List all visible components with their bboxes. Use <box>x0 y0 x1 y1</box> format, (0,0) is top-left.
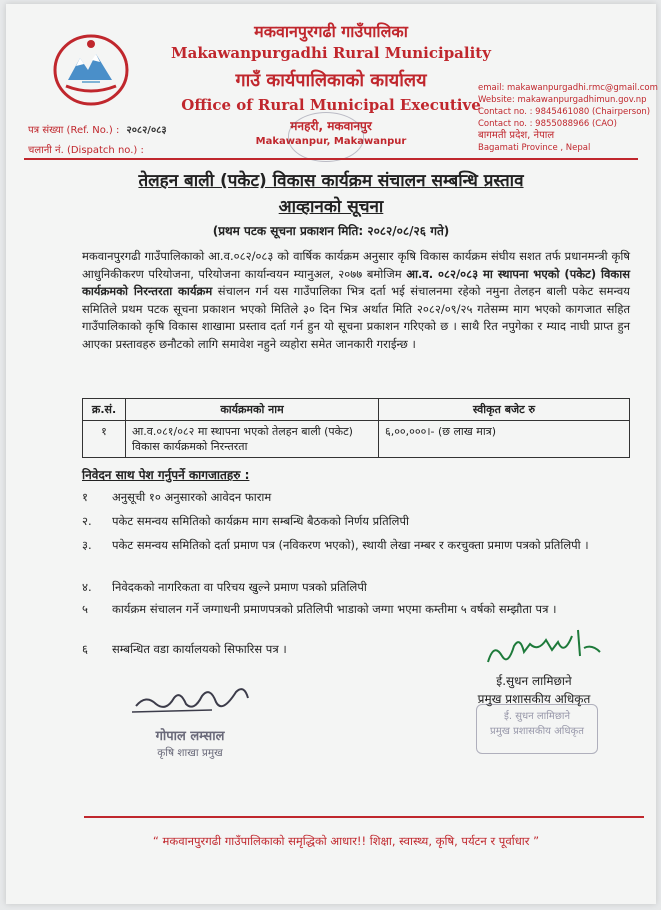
municipality-name-en: Makawanpurgadhi Rural Municipality <box>171 44 491 62</box>
signature-cao <box>484 622 604 670</box>
letter-page <box>6 4 656 904</box>
table-row: १ आ.व.०८१/०८२ मा स्थापना भएको तेलहन बाली (पकेट) विकास कार्यक्रमको निरन्तरता ६,००,०००।- (छ लाख मात्र) <box>83 421 630 458</box>
signature-agri-head <box>126 676 256 726</box>
contact-email: email: makawanpurgadhi.rmc@gmail.com <box>478 83 658 93</box>
list-item: ५ कार्यक्रम संचालन गर्ने जग्गाधनी प्रमाणपत्रको प्रतिलिपी भाडाको जग्गा भएमा कम्तीमा ५ वर्षको सम्झौता पत्र । <box>82 602 557 616</box>
location-en: Makawanpur, Makawanpur <box>255 136 407 147</box>
cao-stamp: ई. सुधन लामिछाने प्रमुख प्रशासकीय अधिकृत <box>476 704 598 754</box>
list-item: १ अनुसूची १० अनुसारको आवेदन फाराम <box>82 490 272 504</box>
office-name-np: गाउँ कार्यपालिकाको कार्यालय <box>235 70 427 91</box>
office-name-en: Office of Rural Municipal Executive <box>181 96 481 114</box>
footer-divider <box>84 816 644 818</box>
program-table <box>82 398 630 458</box>
ref-number: पत्र संख्या (Ref. No.) : २०८२/०८३ <box>28 125 167 136</box>
requirements-heading: निवेदन साथ पेश गर्नुपर्ने कागजातहरु : <box>82 468 250 482</box>
agri-head-title: कृषि शाखा प्रमुख <box>157 747 223 759</box>
contact-cao: Contact no. : 9855088966 (CAO) <box>478 119 617 129</box>
list-item: ४. निवेदकको नागरिकता वा परिचय खुल्ने प्रमाण पत्रको प्रतिलिपी <box>82 580 367 594</box>
dispatch-number: चलानी नं. (Dispatch no.) : <box>28 145 144 156</box>
notice-body: मकवानपुरगढी गाउँपालिकाको आ.व.०८२/०८३ को वार्षिक कार्यक्रम अनुसार कृषि विकास कार्यक्रम संघीय सशत तर्फ प्रधानमन्त्री कृषि आधुनिकीकरण परियोजना, परियोजना कार्यान्वयन म्यानुअल, २०७७ बमोजिम आ.व. ०८२/०८३ मा स्थापना भएको (पकेट) विकास कार्यक्रमको निरन्तरता कार्यक्रम संचालन गर्न यस गाउँपालिका भित्र दर्ता भई संचालनमा रहेको नमुना तेलहन बाली पकेट समन्वय समितिले प्रथम पटक सूचना प्रकाशन भएको मितिले ३० दिन भित्र अर्थात मिति २०८२/०९/२५ गतेसम्म माग भएको कागजात सहित गाउँपालिकाको कृषि विकास शाखामा प्रस्ताव दर्ता गर्न हुन यो सूचना प्रकाशन गरिएको छ । साथै रित नपुगेका र म्याद नाघी प्राप्त हुन आएका प्रस्तावहरु छनौटको लागि समावेश नहुने व्यहोरा समेत जानकारी गराईन्छ । <box>82 249 631 351</box>
cao-name: ई.सुधन लामिछाने <box>496 674 572 688</box>
list-item: ६ सम्बन्धित वडा कार्यालयको सिफारिस पत्र । <box>82 642 287 656</box>
municipality-name-np: मकवानपुरगढी गाउँपालिका <box>254 22 408 41</box>
contact-chairperson: Contact no. : 9845461080 (Chairperson) <box>478 107 651 117</box>
list-item: २. पकेट समन्वय समितिको कार्यक्रम माग सम्बन्धि बैठकको निर्णय प्रतिलिपी <box>82 514 409 528</box>
publish-date: (प्रथम पटक सूचना प्रकाशन मिति: २०८२/०८/२६ गते) <box>212 224 450 238</box>
contact-block <box>478 82 658 154</box>
notice-title-line2: आव्हानको सूचना <box>278 197 384 217</box>
office-seal-stamp <box>288 112 364 162</box>
location-np: मनहरी, मकवानपुर <box>290 119 372 133</box>
cao-title: प्रमुख प्रशासकीय अधिकृत <box>477 692 591 706</box>
contact-website: Website: makawanpurgadhimun.gov.np <box>478 95 647 105</box>
table-header-row: क्र.सं. कार्यक्रमको नाम स्वीकृत बजेट रु <box>83 399 630 421</box>
footer-slogan: “ मकवानपुरगढी गाउँपालिकाको समृद्धिको आधार!! शिक्षा, स्वास्थ्य, कृषि, पर्यटन र पूर्वाधार ” <box>152 834 540 848</box>
province-np: बागमती प्रदेश, नेपाल <box>478 130 555 141</box>
agri-head-name: गोपाल लम्साल <box>155 729 225 744</box>
header-divider <box>24 158 638 160</box>
list-item: ३. पकेट समन्वय समितिको दर्ता प्रमाण पत्र (नविकरण भएको), स्थायी लेखा नम्बर र करचुक्ता प्रमाण पत्रको प्रतिलिपी । <box>82 538 589 552</box>
notice-title-line1: तेलहन बाली (पकेट) विकास कार्यक्रम संचालन सम्बन्धि प्रस्ताव <box>138 171 524 191</box>
notice-body-bold: आ.व. ०८२/०८३ मा स्थापना भएको (पकेट) विकास कार्यक्रमको निरन्तरता कार्यक्रम <box>82 266 631 298</box>
province-en: Bagamati Province , Nepal <box>478 143 591 153</box>
